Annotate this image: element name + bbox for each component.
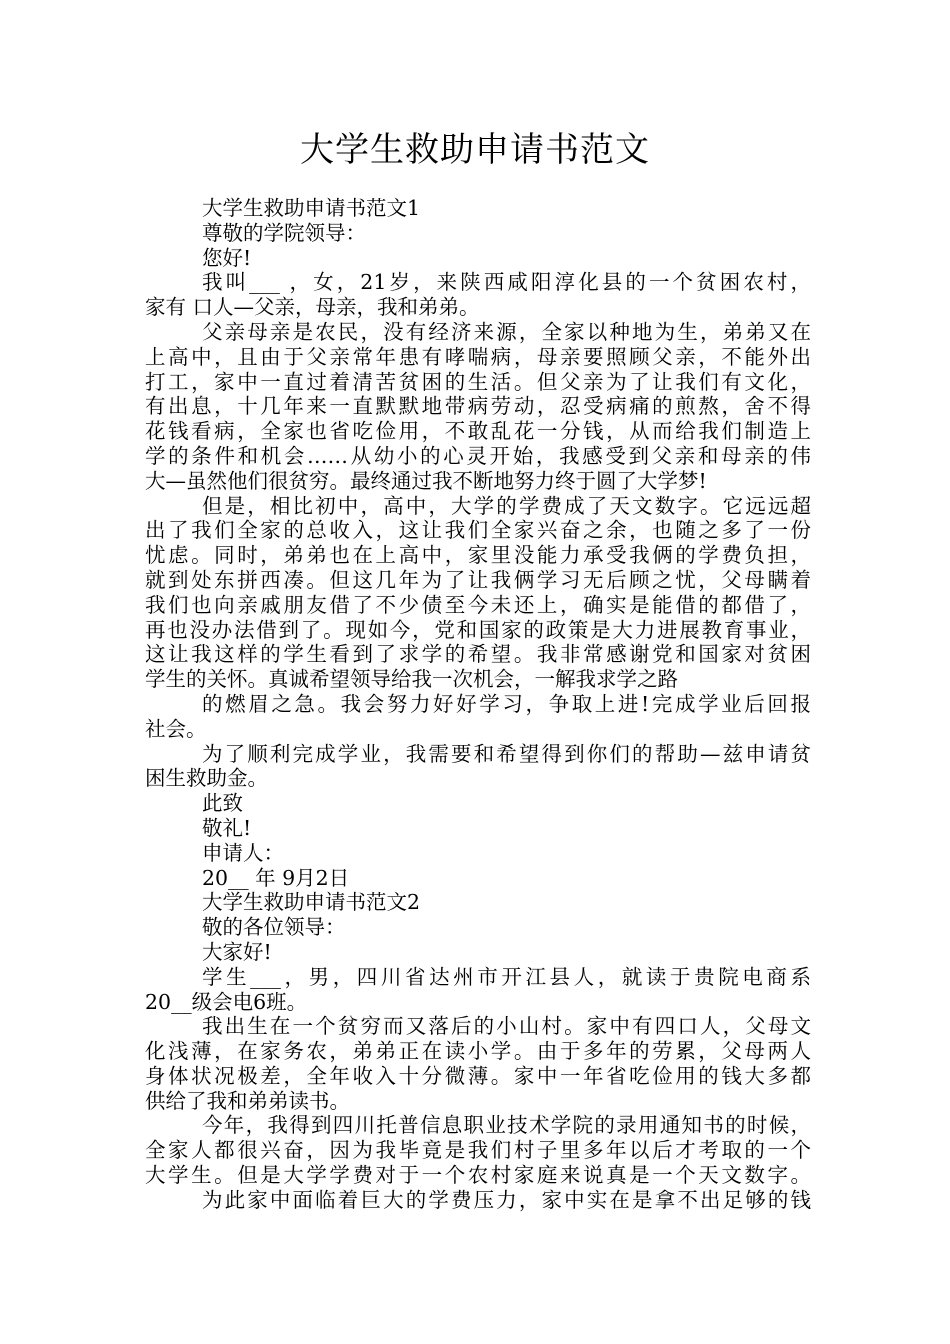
text-line: 的燃眉之急。我会努力好好学习，争取上进!完成学业后回报 bbox=[202, 691, 811, 716]
text-line: 学的条件和机会……从幼小的心灵开始，我感受到父亲和母亲的伟 bbox=[145, 443, 811, 468]
text-line: 大家好! bbox=[202, 939, 272, 964]
text-line: 但是，相比初中，高中，大学的学费成了天文数字。它远远超 bbox=[202, 493, 811, 518]
text-line: 20__ 年 9月2日 bbox=[202, 865, 350, 890]
text-line: 学生的关怀。真诚希望领导给我一次机会，一解我求学之路 bbox=[145, 667, 678, 692]
text-line: 化浅薄，在家务农，弟弟正在读小学。由于多年的劳累，父母两人 bbox=[145, 1039, 811, 1064]
text-line: 为此家中面临着巨大的学费压力，家中实在是拿不出足够的钱 bbox=[202, 1187, 811, 1212]
text-line: 父亲母亲是农民，没有经济来源，全家以种地为生，弟弟又在 bbox=[202, 319, 811, 344]
text-line: 大学生救助申请书范文2 bbox=[202, 890, 421, 915]
document-title: 大学生救助申请书范文 bbox=[300, 130, 650, 170]
text-line: 全家人都很兴奋，因为我毕竟是我们村子里多年以后才考取的一个 bbox=[145, 1138, 811, 1163]
text-line: 大—虽然他们很贫穷。最终通过我不断地努力终于圆了大学梦! bbox=[145, 468, 707, 493]
text-line: 身体状况极差，全年收入十分微薄。家中一年省吃俭用的钱大多都 bbox=[145, 1063, 811, 1088]
text-line: 打工，家中一直过着清苦贫困的生活。但父亲为了让我们有文化， bbox=[145, 369, 811, 394]
text-line: 申请人： bbox=[202, 840, 284, 865]
text-line: 这让我这样的学生看到了求学的希望。我非常感谢党和国家对贫困 bbox=[145, 642, 811, 667]
text-line: 今年，我得到四川托普信息职业技术学院的录用通知书的时候， bbox=[202, 1113, 811, 1138]
text-line: 供给了我和弟弟读书。 bbox=[145, 1088, 350, 1113]
text-line: 忧虑。同时，弟弟也在上高中，家里没能力承受我俩的学费负担， bbox=[145, 543, 811, 568]
text-line: 此致 bbox=[202, 791, 243, 816]
text-line: 有出息，十几年来一直默默地带病劳动，忍受病痛的煎熬，舍不得 bbox=[145, 394, 811, 419]
text-line: 大学生救助申请书范文1 bbox=[202, 196, 421, 220]
text-line: 20__级会电6班。 bbox=[145, 989, 308, 1014]
text-line: 学生___，男，四川省达州市开江县人，就读于贵院电商系 bbox=[202, 964, 811, 989]
text-line: 我叫___ ，女，21岁，来陕西咸阳淳化县的一个贫困农村， bbox=[202, 270, 811, 295]
text-line: 就到处东拼西凑。但这几年为了让我俩学习无后顾之忧，父母瞒着 bbox=[145, 567, 811, 592]
text-line: 我出生在一个贫穷而又落后的小山村。家中有四口人，父母文 bbox=[202, 1014, 811, 1039]
text-line: 困生救助金。 bbox=[145, 766, 268, 791]
text-line: 为了顺利完成学业，我需要和希望得到你们的帮助—兹申请贫 bbox=[202, 741, 811, 766]
text-line: 再也没办法借到了。现如今，党和国家的政策是大力进展教育事业， bbox=[145, 617, 811, 642]
text-line: 大学生。但是大学学费对于一个农村家庭来说真是一个天文数字。 bbox=[145, 1163, 811, 1188]
text-line: 社会。 bbox=[145, 716, 207, 741]
text-line: 出了我们全家的总收入，这让我们全家兴奋之余，也随之多了一份 bbox=[145, 518, 811, 543]
text-line: 上高中，且由于父亲常年患有哮喘病，母亲要照顾父亲，不能外出 bbox=[145, 344, 811, 369]
document-body bbox=[145, 196, 811, 1213]
text-line: 敬的各位领导： bbox=[202, 915, 346, 940]
text-line: 花钱看病，全家也省吃俭用，不敢乱花一分钱，从而给我们制造上 bbox=[145, 419, 811, 444]
text-line: 敬礼! bbox=[202, 815, 252, 840]
text-line: 您好! bbox=[202, 245, 252, 270]
text-line: 尊敬的学院领导： bbox=[202, 220, 366, 245]
text-line: 我们也向亲戚朋友借了不少债至今未还上，确实是能借的都借了， bbox=[145, 592, 811, 617]
text-line: 家有 口人—父亲，母亲，我和弟弟。 bbox=[145, 295, 480, 320]
